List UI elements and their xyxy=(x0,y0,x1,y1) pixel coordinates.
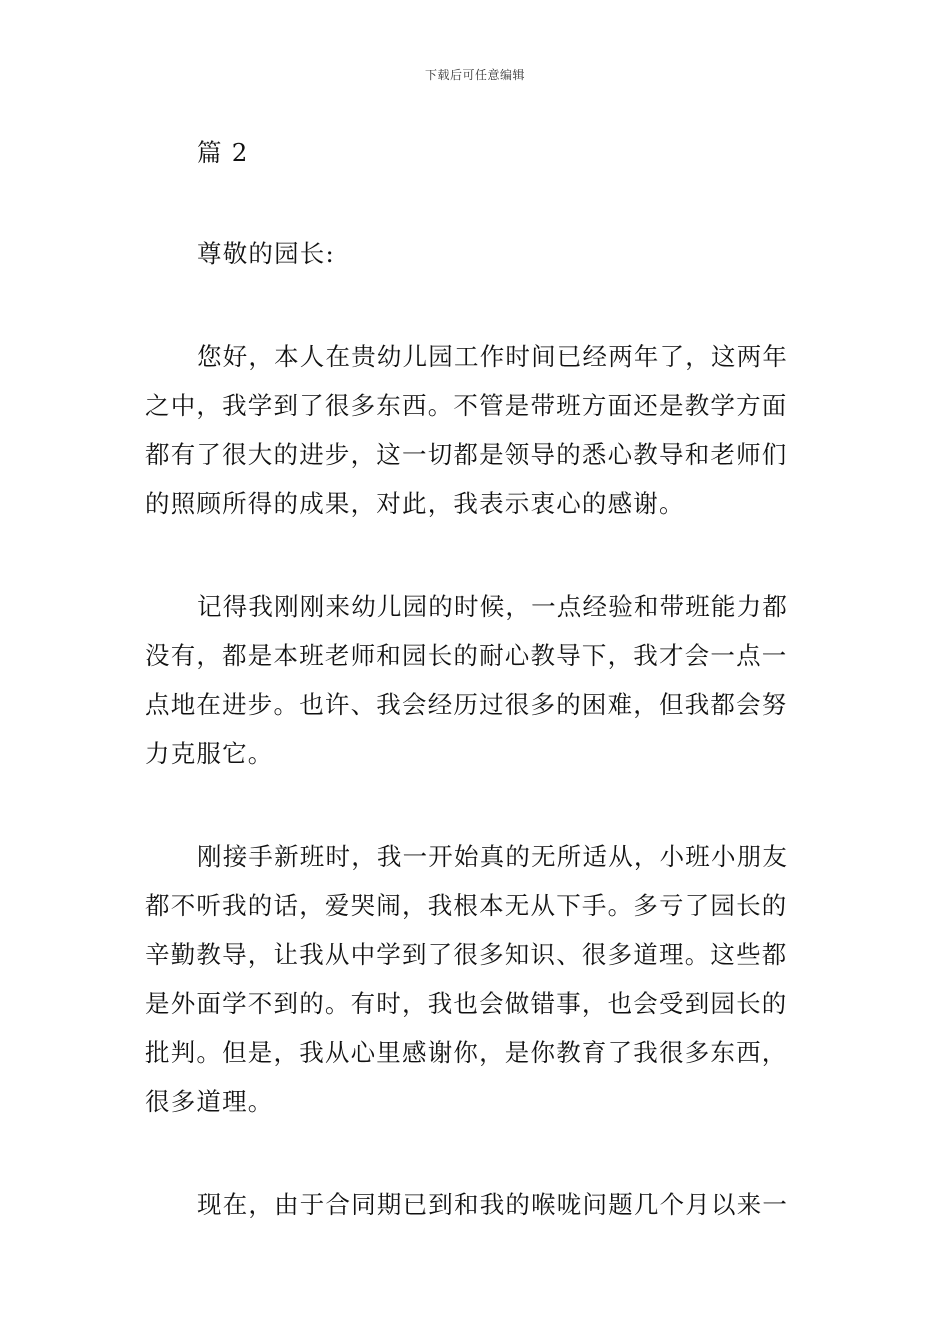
paragraph-line: 您好，本人在贵幼儿园工作时间已经两年了，这两年 xyxy=(197,342,789,371)
paragraph-line: 是外面学不到的。有时，我也会做错事，也会受到园长的 xyxy=(145,989,788,1018)
section-title: 篇 2 xyxy=(197,138,249,167)
paragraph-line: 没有，都是本班老师和园长的耐心教导下，我才会一点一 xyxy=(145,641,788,670)
paragraph-2 xyxy=(145,582,809,778)
paragraph-4 xyxy=(145,1180,809,1229)
paragraph-line: 都不听我的话，爱哭闹，我根本无从下手。多亏了园长的 xyxy=(145,891,788,920)
page-header: 下载后可任意编辑 xyxy=(424,68,525,82)
paragraph-line: 的照顾所得的成果，对此，我表示衷心的感谢。 xyxy=(145,489,685,518)
paragraph-line: 力克服它。 xyxy=(145,739,274,768)
paragraph-line: 记得我刚刚来幼儿园的时候，一点经验和带班能力都 xyxy=(197,592,789,621)
paragraph-line: 很多道理。 xyxy=(145,1087,274,1116)
salutation: 尊敬的园长: xyxy=(197,239,335,268)
paragraph-line: 现在，由于合同期已到和我的喉咙问题几个月以来一 xyxy=(197,1190,789,1219)
paragraph-line: 都有了很大的进步，这一切都是领导的悉心教导和老师们 xyxy=(145,440,788,469)
paragraph-line: 点地在进步。也许、我会经历过很多的困难，但我都会努 xyxy=(145,690,788,719)
paragraph-3 xyxy=(145,832,809,1126)
paragraph-line: 批判。但是，我从心里感谢你，是你教育了我很多东西， xyxy=(145,1038,788,1067)
paragraph-line: 刚接手新班时，我一开始真的无所适从，小班小朋友 xyxy=(197,842,789,871)
paragraph-line: 辛勤教导，让我从中学到了很多知识、很多道理。这些都 xyxy=(145,940,788,969)
document-body xyxy=(145,128,809,1283)
paragraph-line: 之中，我学到了很多东西。不管是带班方面还是教学方面 xyxy=(145,391,788,420)
paragraph-1 xyxy=(145,332,809,528)
